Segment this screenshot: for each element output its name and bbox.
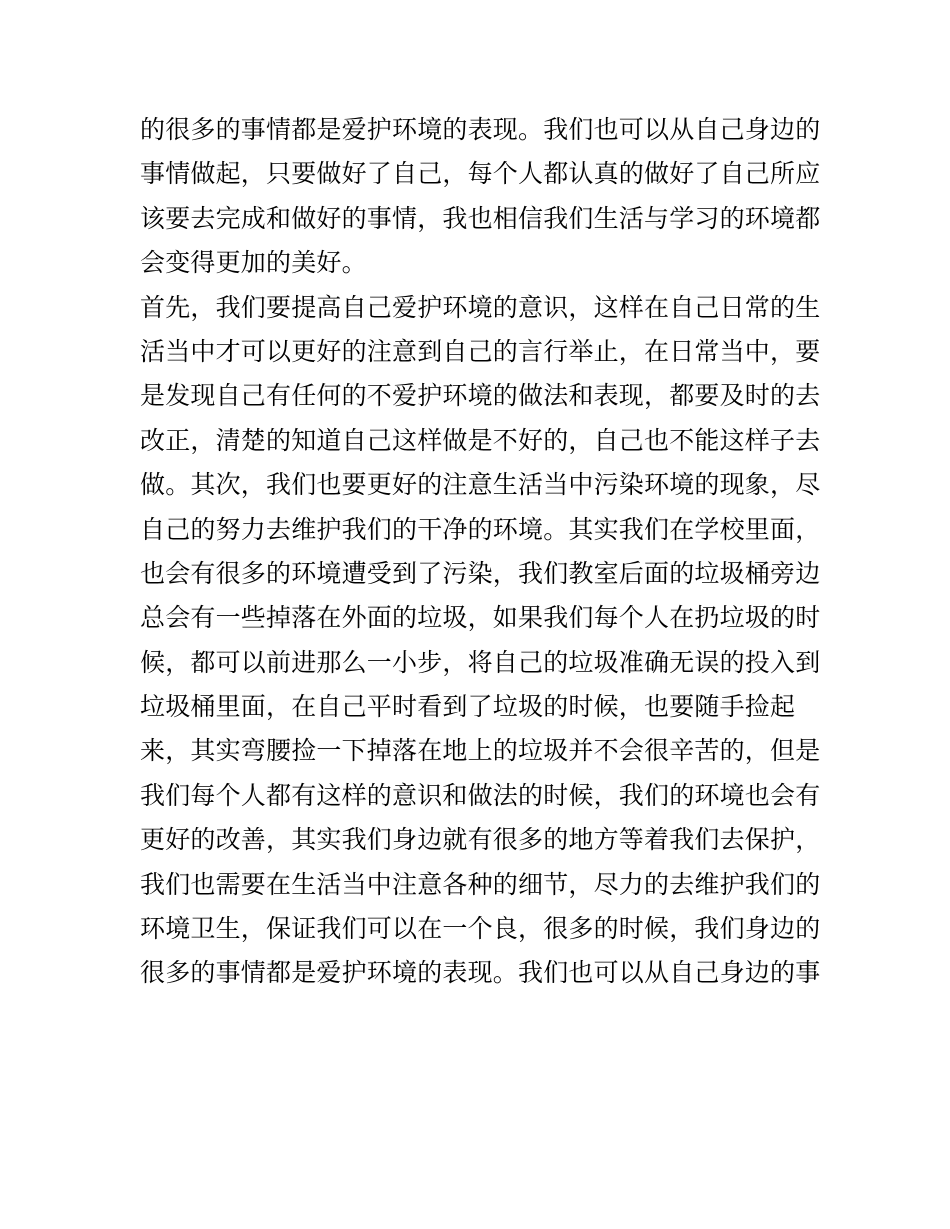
text-line: 做。其次，我们也要更好的注意生活当中污染环境的现象，尽 — [140, 470, 821, 500]
text-line: 是发现自己有任何的不爱护环境的做法和表现，都要及时的去 — [140, 381, 821, 411]
text-line: 候，都可以前进那么一小步，将自己的垃圾准确无误的投入到 — [140, 647, 821, 677]
text-line: 环境卫生，保证我们可以在一个良，很多的时候，我们身边的 — [140, 914, 821, 944]
text-line: 垃圾桶里面，在自己平时看到了垃圾的时候，也要随手捡起 — [140, 692, 796, 722]
text-line: 也会有很多的环境遭受到了污染，我们教室后面的垃圾桶旁边 — [140, 558, 821, 588]
text-line: 首先，我们要提高自己爱护环境的意识，这样在自己日常的生 — [140, 292, 821, 322]
body-text — [140, 108, 820, 996]
text-line: 总会有一些掉落在外面的垃圾，如果我们每个人在扔垃圾的时 — [140, 603, 821, 633]
text-line: 事情做起，只要做好了自己，每个人都认真的做好了自己所应 — [140, 159, 821, 189]
text-line: 该要去完成和做好的事情，我也相信我们生活与学习的环境都 — [140, 203, 821, 233]
text-line: 的很多的事情都是爱护环境的表现。我们也可以从自己身边的 — [140, 115, 821, 144]
text-line: 很多的事情都是爱护环境的表现。我们也可以从自己身边的事 — [140, 958, 821, 988]
text-line: 会变得更加的美好。 — [140, 248, 367, 278]
text-line: 我们每个人都有这样的意识和做法的时候，我们的环境也会有 — [140, 780, 821, 810]
text-line: 更好的改善，其实我们身边就有很多的地方等着我们去保护， — [140, 825, 821, 855]
text-line: 自己的努力去维护我们的干净的环境。其实我们在学校里面， — [140, 514, 821, 544]
text-line: 我们也需要在生活当中注意各种的细节，尽力的去维护我们的 — [140, 869, 821, 899]
text-line: 来，其实弯腰捡一下掉落在地上的垃圾并不会很辛苦的，但是 — [140, 736, 821, 766]
text-line: 改正，清楚的知道自己这样做是不好的，自己也不能这样子去 — [140, 425, 821, 455]
text-line: 活当中才可以更好的注意到自己的言行举止，在日常当中，要 — [140, 336, 821, 366]
